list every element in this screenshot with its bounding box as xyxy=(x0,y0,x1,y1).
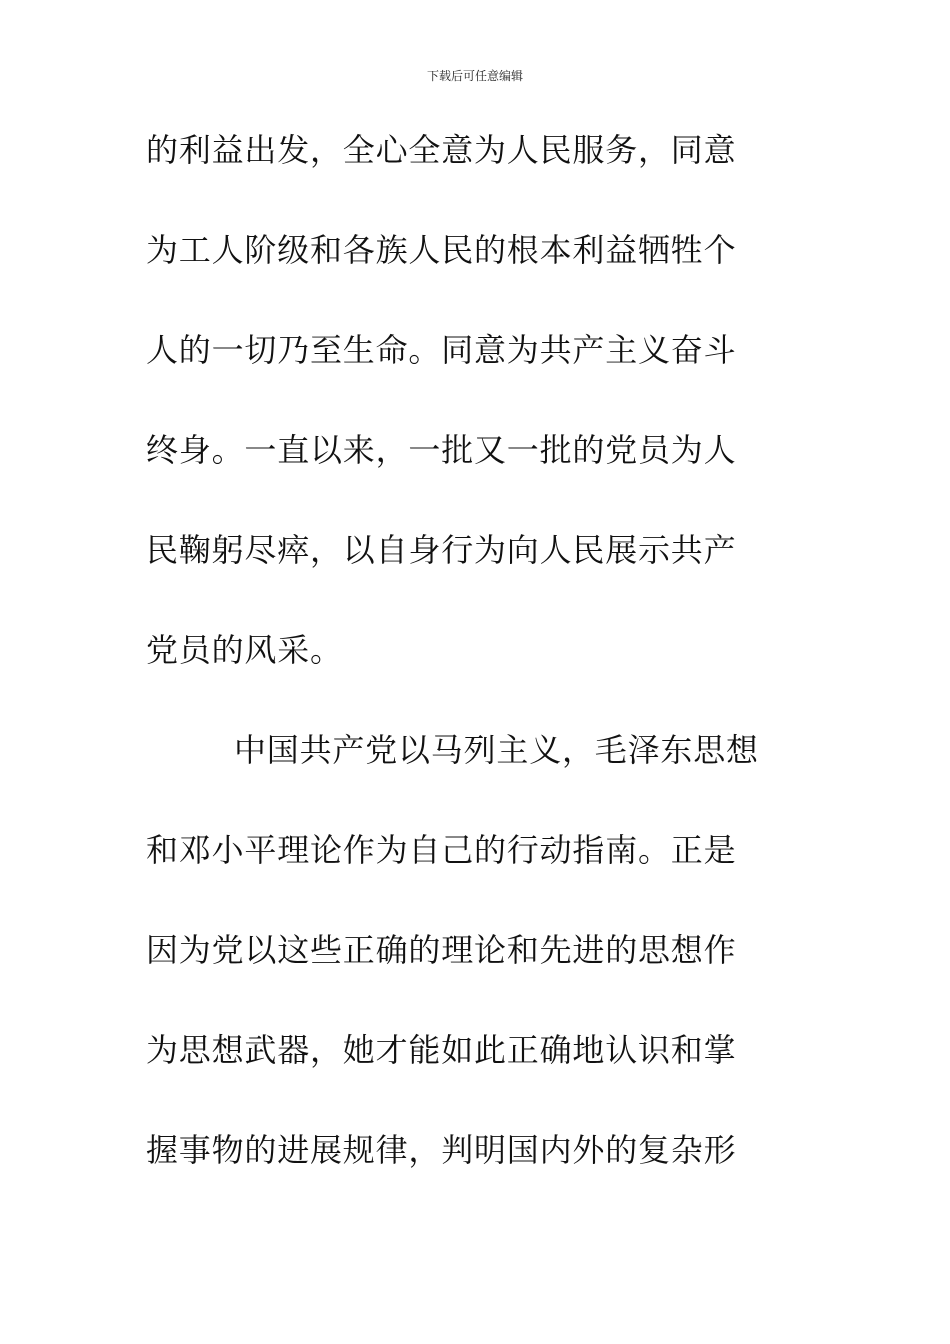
text-line: 的利益出发，全心全意为人民服务，同意 xyxy=(146,131,737,169)
text-line: 为工人阶级和各族人民的根本利益牺牲个 xyxy=(146,231,737,269)
text-line: 终身。一直以来，一批又一批的党员为人 xyxy=(146,431,737,469)
text-line: 民鞠躬尽瘁，以自身行为向人民展示共产 xyxy=(146,531,737,569)
text-line: 人的一切乃至生命。同意为共产主义奋斗 xyxy=(146,331,737,369)
page-header: 下载后可任意编辑 xyxy=(426,69,523,83)
text-line: 为思想武器，她才能如此正确地认识和掌 xyxy=(146,1031,737,1069)
document-body xyxy=(146,126,806,1226)
text-line: 党员的风采。 xyxy=(146,631,343,669)
text-line: 和邓小平理论作为自己的行动指南。正是 xyxy=(146,831,737,869)
paragraph-first-line: 中国共产党以马列主义，毛泽东思想 xyxy=(234,731,759,769)
text-line: 握事物的进展规律，判明国内外的复杂形 xyxy=(146,1131,737,1169)
text-line: 因为党以这些正确的理论和先进的思想作 xyxy=(146,931,737,969)
